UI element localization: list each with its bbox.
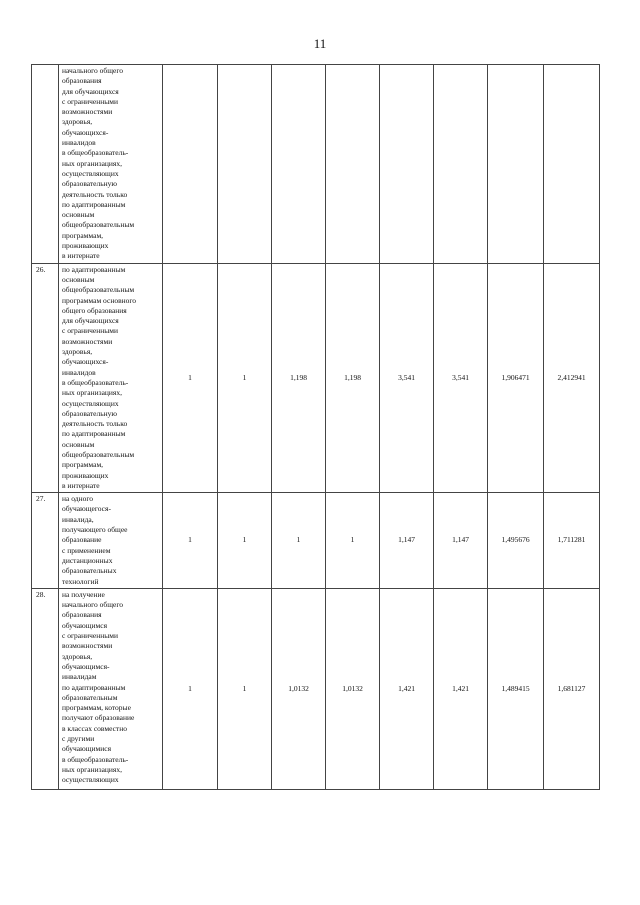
row-number: 28. xyxy=(32,588,59,789)
row-description: по адаптированным основным общеобразовательным программам основного общего образования для обучающихся с ограниченными возможностями здоровья, обучающихся- инвалидов в общеобразователь- ных организациях, осуществляющих образовательную деятельность только по адаптированным основным общеобразовательным программам, проживающих в интернате xyxy=(59,263,163,493)
table-row xyxy=(32,263,600,493)
row-description: на одного обучающегося- инвалида, получающего общее образование с применением дистанционных образовательных технологий xyxy=(59,493,163,589)
value-cell xyxy=(163,65,218,264)
value-cell xyxy=(544,65,600,264)
value-cell: 1 xyxy=(218,493,272,589)
coefficients-table xyxy=(31,64,600,790)
table-row xyxy=(32,493,600,589)
table-row xyxy=(32,588,600,789)
value-cell xyxy=(326,65,380,264)
value-cell: 1 xyxy=(326,493,380,589)
value-cell: 1 xyxy=(218,263,272,493)
value-cell: 1,147 xyxy=(434,493,488,589)
value-cell: 3,541 xyxy=(380,263,434,493)
row-number: 26. xyxy=(32,263,59,493)
value-cell: 1 xyxy=(163,493,218,589)
value-cell: 3,541 xyxy=(434,263,488,493)
value-cell: 1,681127 xyxy=(544,588,600,789)
value-cell: 1,0132 xyxy=(326,588,380,789)
value-cell: 2,412941 xyxy=(544,263,600,493)
value-cell: 1,495676 xyxy=(488,493,544,589)
value-cell: 1 xyxy=(163,263,218,493)
value-cell: 1,198 xyxy=(326,263,380,493)
value-cell: 1,147 xyxy=(380,493,434,589)
row-description: начального общего образования для обучающихся с ограниченными возможностями здоровья, обучающихся- инвалидов в общеобразователь- ных организациях, осуществляющих образовательную деятельность только по адаптированным основным общеобразовательным программам, проживающих в интернате xyxy=(59,65,163,264)
value-cell: 1,0132 xyxy=(272,588,326,789)
value-cell: 1,421 xyxy=(434,588,488,789)
row-number xyxy=(32,65,59,264)
value-cell: 1 xyxy=(218,588,272,789)
value-cell: 1,906471 xyxy=(488,263,544,493)
row-description: на получение начального общего образования обучающимся с ограниченными возможностями здоровья, обучающимся- инвалидам по адаптированным образовательным программам, которые получают образование в классах совместно с другими обучающимися в общеобразователь- ных организациях, осуществляющих xyxy=(59,588,163,789)
value-cell xyxy=(218,65,272,264)
table-row xyxy=(32,65,600,264)
value-cell xyxy=(272,65,326,264)
value-cell xyxy=(380,65,434,264)
value-cell xyxy=(488,65,544,264)
row-number: 27. xyxy=(32,493,59,589)
value-cell: 1 xyxy=(272,493,326,589)
value-cell: 1,421 xyxy=(380,588,434,789)
value-cell: 1,489415 xyxy=(488,588,544,789)
value-cell: 1 xyxy=(163,588,218,789)
value-cell: 1,198 xyxy=(272,263,326,493)
page-number: 11 xyxy=(313,36,327,51)
value-cell: 1,711281 xyxy=(544,493,600,589)
value-cell xyxy=(434,65,488,264)
